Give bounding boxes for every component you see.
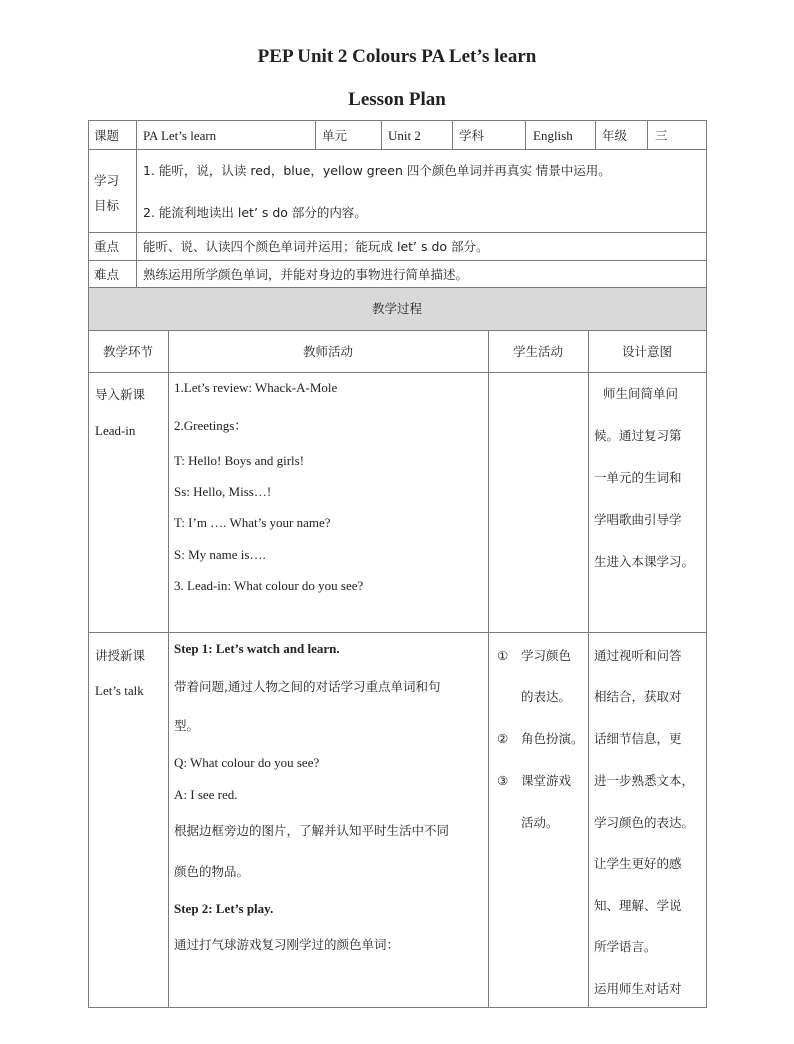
talk-design-line: 相结合，获取对 — [594, 689, 682, 704]
talk-teacher-text: 带着问题,通过人物之间的对话学习重点单词和句 — [174, 679, 441, 694]
leadin-design-line: 生进入本课学习。 — [594, 554, 695, 569]
talk-answer: A: I see red. — [174, 787, 238, 802]
col-header-student: 学生活动 — [512, 344, 563, 359]
subject-label: 学科 — [459, 128, 485, 143]
talk-design-line: 运用师生对话对 — [594, 981, 682, 996]
talk-step2-heading: Step 2: Let’s play. — [174, 901, 274, 916]
talk-design-line: 进一步熟悉文本， — [594, 773, 695, 788]
leadin-design-line: 师生间简单问 — [603, 386, 679, 401]
document-title: PEP Unit 2 Colours PA Let’s learn — [257, 46, 537, 67]
leadin-teacher-line: 2.Greetings： — [174, 418, 248, 433]
key-points-label: 重点 — [94, 239, 120, 254]
talk-design-line: 让学生更好的感 — [594, 856, 682, 871]
student-item-text: 学习颜色 — [521, 648, 572, 663]
col-header-teacher: 教师活动 — [302, 344, 353, 359]
unit-label: 单元 — [322, 128, 348, 143]
leadin-teacher-line: T: I’m …. What’s your name? — [174, 515, 331, 530]
talk-design-line: 所学语言。 — [594, 939, 657, 954]
leadin-teacher-line: Ss: Hello, Miss…! — [174, 484, 272, 499]
leadin-stage-en: Lead-in — [95, 423, 136, 438]
student-item-text: 的表达。 — [521, 689, 572, 704]
talk-design-line: 学习颜色的表达。 — [594, 815, 695, 830]
leadin-stage-cn: 导入新课 — [95, 387, 146, 402]
talk-step1-heading: Step 1: Let’s watch and learn. — [174, 641, 340, 656]
subject-value: English — [533, 128, 573, 143]
leadin-design-line: 候。通过复习第 — [594, 428, 682, 443]
difficulties-label: 难点 — [94, 267, 120, 282]
leadin-teacher-line: 3. Lead-in: What colour do you see? — [174, 578, 364, 593]
leadin-design-line: 一单元的生词和 — [594, 470, 682, 485]
topic-label: 课题 — [94, 128, 120, 143]
student-item-text: 课堂游戏 — [521, 773, 572, 788]
document-subtitle: Lesson Plan — [348, 89, 446, 110]
objectives-label-line1: 学习 — [94, 173, 120, 188]
talk-design-line: 话细节信息，更 — [594, 731, 682, 746]
leadin-teacher-line: T: Hello! Boys and girls! — [174, 453, 305, 468]
objective-item-1: 1. 能听，说，认读 red，blue，yellow green 四个颜色单词并再真实 情景中运用。 — [143, 163, 611, 178]
leadin-teacher-line: S: My name is…. — [174, 547, 266, 562]
talk-design-line: 知、理解、学说 — [594, 898, 682, 913]
topic-value: PA Let’s learn — [143, 128, 217, 143]
grade-value: 三 — [655, 128, 668, 143]
talk-design-line: 通过视听和问答 — [594, 648, 682, 663]
talk-teacher-text: 颜色的物品。 — [174, 864, 250, 879]
talk-teacher-text: 型。 — [174, 718, 200, 733]
leadin-design-line: 学唱歌曲引导学 — [594, 512, 682, 527]
student-item-text: 活动。 — [521, 815, 559, 830]
talk-stage-cn: 讲授新课 — [95, 648, 146, 663]
student-item-number: ③ — [497, 773, 509, 788]
unit-value: Unit 2 — [388, 128, 421, 143]
talk-teacher-text: 通过打气球游戏复习刚学过的颜色单词： — [174, 937, 400, 952]
col-header-design: 设计意图 — [621, 344, 672, 359]
process-heading: 教学过程 — [371, 301, 422, 316]
leadin-teacher-line: 1.Let’s review: Whack-A-Mole — [174, 380, 338, 395]
student-item-number: ① — [497, 648, 509, 663]
talk-teacher-text: 根据边框旁边的图片，了解并认知平时生活中不同 — [174, 823, 450, 838]
grade-label: 年级 — [602, 128, 628, 143]
col-header-stage: 教学环节 — [102, 344, 153, 359]
difficulties-text: 熟练运用所学颜色单词，并能对身边的事物进行简单描述。 — [143, 267, 469, 282]
objective-item-2: 2. 能流利地读出 let’ s do 部分的内容。 — [143, 205, 367, 220]
student-item-text: 角色扮演。 — [521, 731, 584, 746]
student-item-number: ② — [497, 731, 509, 746]
talk-stage-en: Let’s talk — [95, 683, 144, 698]
key-points-text: 能听、说、认读四个颜色单词并运用；能玩成 let’ s do 部分。 — [143, 239, 489, 254]
objectives-label-line2: 目标 — [94, 198, 120, 213]
talk-question: Q: What colour do you see? — [174, 755, 320, 770]
